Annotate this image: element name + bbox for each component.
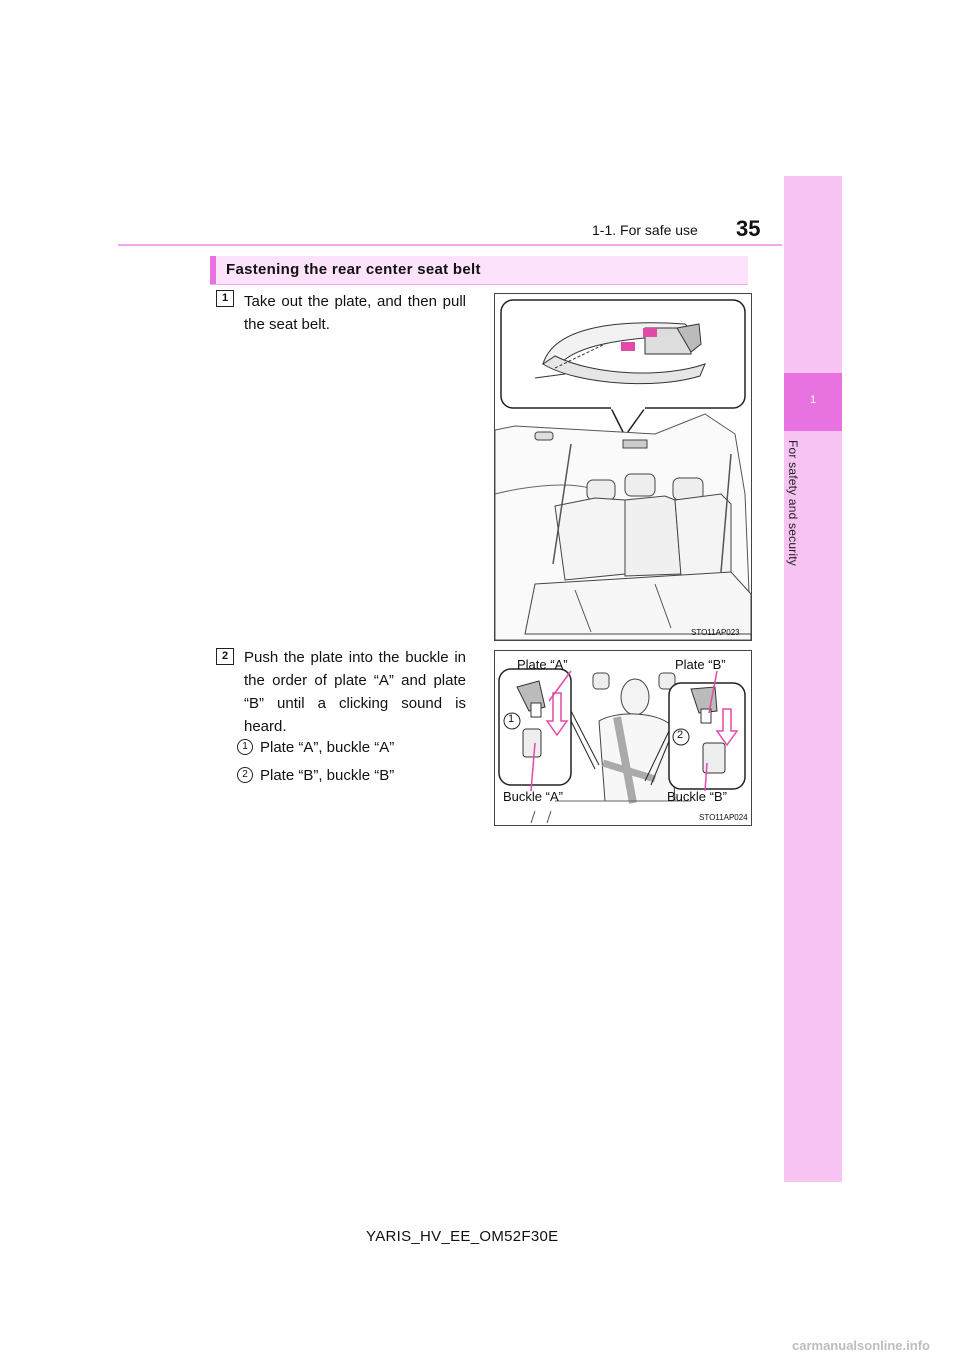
label-plate-b: Plate “B” bbox=[675, 657, 726, 672]
step-2-number: 2 bbox=[216, 648, 234, 665]
section-heading-text: Fastening the rear center seat belt bbox=[226, 261, 481, 278]
page-number: 35 bbox=[736, 216, 761, 241]
step-1-number: 1 bbox=[216, 290, 234, 307]
subitem-1-text: Plate “A”, buckle “A” bbox=[260, 739, 395, 756]
chapter-label: For safety and security bbox=[786, 440, 800, 566]
callout-1: 1 bbox=[508, 713, 515, 725]
figure-rear-seat-illustration bbox=[495, 294, 751, 640]
chapter-number: 1 bbox=[809, 394, 817, 406]
label-plate-a: Plate “A” bbox=[517, 657, 568, 672]
figure-buckle-order bbox=[494, 650, 752, 826]
subitem-1-number: 1 bbox=[237, 739, 253, 755]
figure-1-code: STO11AP023 bbox=[691, 628, 740, 637]
figure-rear-seat-belt bbox=[494, 293, 752, 641]
section-heading bbox=[210, 256, 748, 285]
subitem-2-number: 2 bbox=[237, 767, 253, 783]
label-buckle-b: Buckle “B” bbox=[667, 789, 727, 804]
figure-2-code: STO11AP024 bbox=[699, 813, 748, 822]
callout-2: 2 bbox=[677, 729, 684, 741]
header-rule bbox=[118, 244, 782, 246]
section-title: 1-1. For safe use bbox=[592, 222, 698, 238]
chapter-side-tab bbox=[784, 176, 842, 1182]
subitem-2-text: Plate “B”, buckle “B” bbox=[260, 767, 395, 784]
document-code-footer: YARIS_HV_EE_OM52F30E bbox=[366, 1228, 559, 1245]
step-1-text: Take out the plate, and then pull the seat belt. bbox=[244, 293, 466, 333]
section-heading-bar bbox=[210, 256, 216, 284]
label-buckle-a: Buckle “A” bbox=[503, 789, 563, 804]
step-2-text: Push the plate into the buckle in the order of plate “A” and plate “B” until a clicking sound is heard. bbox=[244, 649, 466, 735]
watermark: carmanualsonline.info bbox=[792, 1338, 930, 1353]
